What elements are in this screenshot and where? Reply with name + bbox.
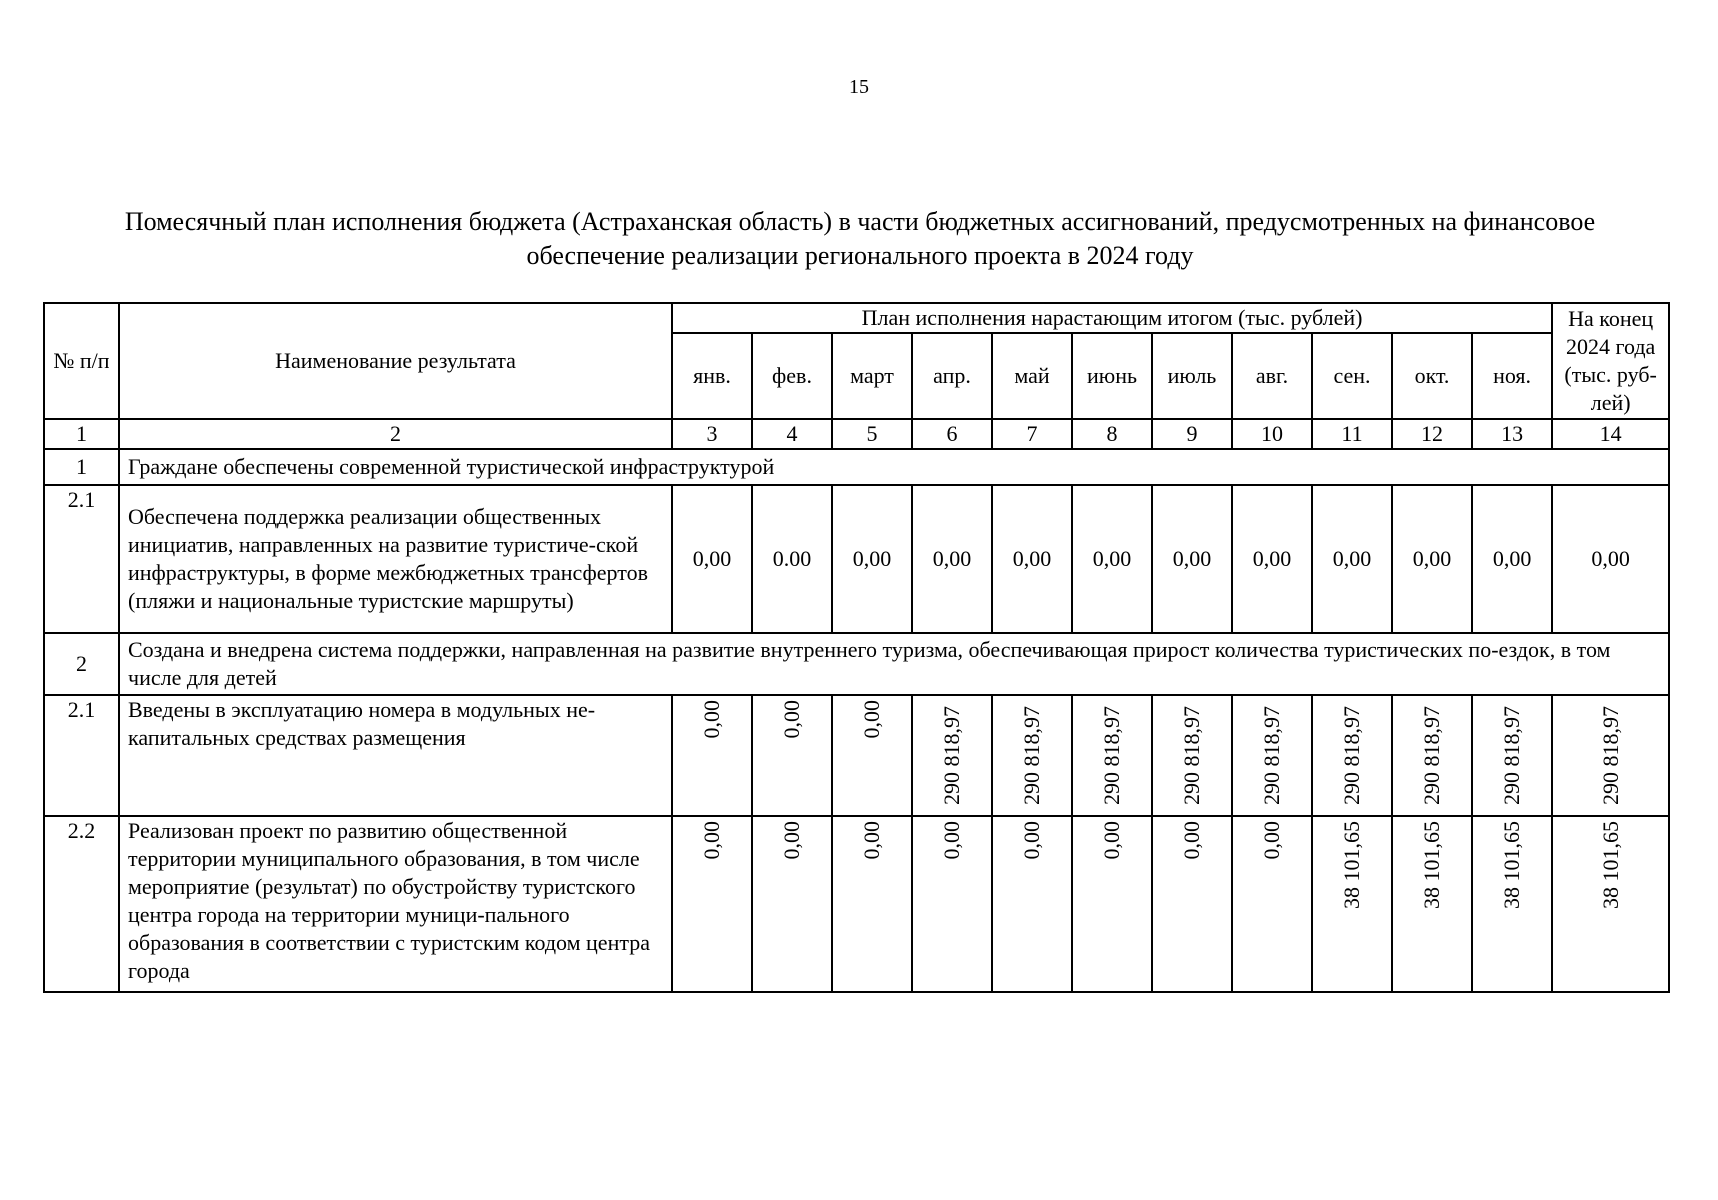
section-number: 1 [44, 449, 119, 485]
result-row [44, 695, 1669, 816]
year-total: 0,00 [1552, 485, 1669, 633]
month-value: 0,00 [992, 485, 1072, 633]
column-number: 10 [1232, 419, 1312, 449]
month-value: 290 818,97 [1339, 706, 1364, 805]
column-number: 7 [992, 419, 1072, 449]
month-value: 0,00 [699, 821, 724, 860]
month-value: 0.00 [752, 485, 832, 633]
result-row [44, 485, 1669, 633]
month-value: 0,00 [1099, 821, 1124, 860]
column-number-row [44, 419, 1669, 449]
month-value: 0,00 [1312, 485, 1392, 633]
month-value: 0,00 [859, 700, 884, 739]
page-number: 15 [849, 76, 869, 98]
header-month: янв. [672, 333, 752, 419]
column-number: 3 [672, 419, 752, 449]
column-number: 2 [119, 419, 672, 449]
header-month: окт. [1392, 333, 1472, 419]
document-title [40, 205, 1680, 273]
month-value: 0,00 [1472, 485, 1552, 633]
section-title: Создана и внедрена система поддержки, направленная на развитие внутреннего туризма, обеспечивающая прирост количества туристических по-ездок, в том числе для детей [119, 633, 1669, 695]
result-name: Обеспечена поддержка реализации общественных инициатив, направленных на развитие туристиче-ской инфраструктуры, в форме межбюджетных трансфертов (пляжи и национальные туристские маршруты) [119, 485, 672, 633]
column-number: 14 [1552, 419, 1669, 449]
month-value: 290 818,97 [939, 706, 964, 805]
column-number: 5 [832, 419, 912, 449]
section-row [44, 633, 1669, 695]
column-number: 6 [912, 419, 992, 449]
month-value: 0,00 [859, 821, 884, 860]
header-row-1 [44, 303, 1669, 333]
header-month: март [832, 333, 912, 419]
month-value: 290 818,97 [1419, 706, 1444, 805]
header-num: № п/п [44, 303, 119, 419]
header-month: июнь [1072, 333, 1152, 419]
month-value: 38 101,65 [1419, 821, 1444, 909]
row-number: 2.1 [44, 485, 119, 633]
month-value: 0,00 [1152, 485, 1232, 633]
month-value: 0,00 [699, 700, 724, 739]
header-month: июль [1152, 333, 1232, 419]
section-number: 2 [44, 633, 119, 695]
section-title: Граждане обеспечены современной туристической инфраструктурой [119, 449, 1669, 485]
result-name: Реализован проект по развитию общественной территории муниципального образования, в том числе мероприятие (результат) по обустройству туристского центра города на территории муници-пального образования в соответствии с туристским кодом центра города [119, 816, 672, 992]
column-number: 12 [1392, 419, 1472, 449]
header-end-year: На конец 2024 года (тыс. руб-лей) [1552, 303, 1669, 419]
header-plan-group: План исполнения нарастающим итогом (тыс. рублей) [672, 303, 1552, 333]
month-value: 0,00 [1179, 821, 1204, 860]
month-value: 0,00 [912, 485, 992, 633]
header-month: апр. [912, 333, 992, 419]
document-title-line-1: Помесячный план исполнения бюджета (Астраханская область) в части бюджетных ассигнований, предусмотренных на финансовое [124, 207, 1596, 236]
month-value: 290 818,97 [1019, 706, 1044, 805]
month-value: 290 818,97 [1259, 706, 1284, 805]
document-title-line-2: обеспечение реализации регионального проекта в 2024 году [526, 241, 1194, 270]
column-number: 11 [1312, 419, 1392, 449]
month-value: 0,00 [779, 821, 804, 860]
row-number: 2.2 [44, 816, 119, 992]
month-value: 0,00 [939, 821, 964, 860]
column-number: 1 [44, 419, 119, 449]
section-row [44, 449, 1669, 485]
result-name: Введены в эксплуатацию номера в модульных не-капитальных средствах размещения [119, 695, 672, 816]
header-month: авг. [1232, 333, 1312, 419]
column-number: 9 [1152, 419, 1232, 449]
header-name: Наименование результата [119, 303, 672, 419]
month-value: 0,00 [832, 485, 912, 633]
year-total: 290 818,97 [1597, 706, 1623, 805]
month-value: 290 818,97 [1179, 706, 1204, 805]
month-value: 0,00 [672, 485, 752, 633]
month-value: 0,00 [1259, 821, 1284, 860]
column-number: 8 [1072, 419, 1152, 449]
budget-plan-table [43, 302, 1670, 993]
column-number: 13 [1472, 419, 1552, 449]
header-month: ноя. [1472, 333, 1552, 419]
row-number: 2.1 [44, 695, 119, 816]
month-value: 0,00 [779, 700, 804, 739]
month-value: 0,00 [1232, 485, 1312, 633]
header-month: сен. [1312, 333, 1392, 419]
month-value: 38 101,65 [1339, 821, 1364, 909]
header-month: фев. [752, 333, 832, 419]
year-total: 38 101,65 [1597, 821, 1623, 909]
month-value: 0,00 [1019, 821, 1044, 860]
month-value: 0,00 [1072, 485, 1152, 633]
header-month: май [992, 333, 1072, 419]
month-value: 0,00 [1392, 485, 1472, 633]
column-number: 4 [752, 419, 832, 449]
month-value: 290 818,97 [1499, 706, 1525, 805]
month-value: 290 818,97 [1099, 706, 1124, 805]
month-value: 38 101,65 [1499, 821, 1525, 909]
result-row [44, 816, 1669, 992]
